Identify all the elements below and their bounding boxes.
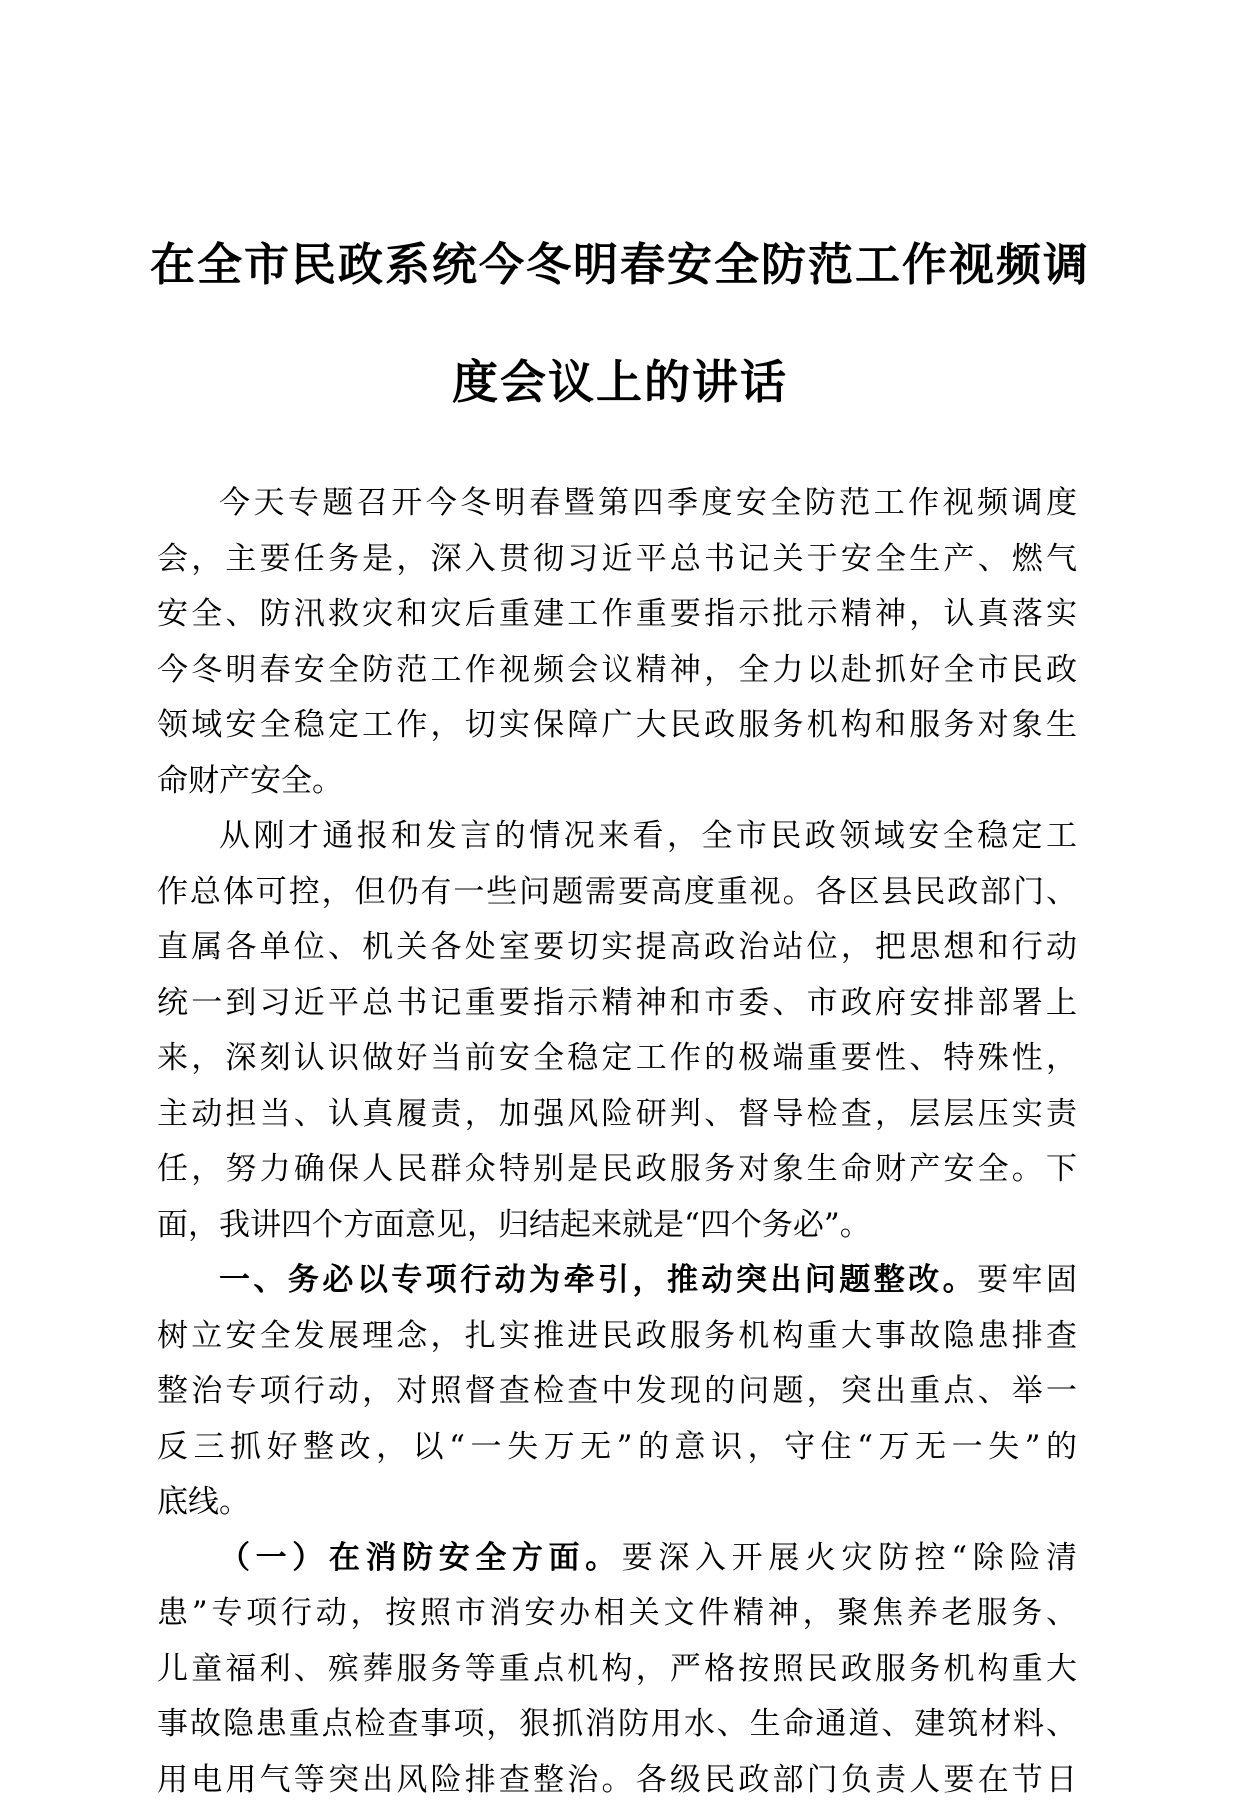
body-line (157, 476, 1077, 532)
body-text: 患”专项行动，按照市消安办相关文件精神，聚焦养老服务、 (157, 1595, 1077, 1631)
body-line (157, 1642, 1077, 1698)
body-text: 底线。 (157, 1484, 250, 1520)
body-line (157, 1753, 1077, 1808)
body-text: 命财产安全。 (157, 763, 343, 799)
body-text: 直属各单位、机关各处室要切实提高政治站位，把思想和行动 (157, 929, 1077, 965)
body-line (157, 809, 1077, 865)
body-text: 会，主要任务是，深入贯彻习近平总书记关于安全生产、燃气 (157, 541, 1077, 577)
body-text: 面，我讲四个方面意见，归结起来就是“四个务必”。 (157, 1207, 871, 1243)
body-line (157, 865, 1077, 921)
body-line (157, 1475, 1077, 1531)
body-text: 今冬明春安全防范工作视频会议精神，全力以赴抓好全市民政 (157, 652, 1077, 688)
body-text: 领域安全稳定工作，切实保障广大民政服务机构和服务对象生 (157, 707, 1077, 743)
document-body (157, 476, 1077, 1808)
body-text: 从刚才通报和发言的情况来看，全市民政领域安全稳定工 (219, 818, 1077, 854)
body-line (157, 1309, 1077, 1365)
body-line (157, 920, 1077, 976)
body-line (157, 532, 1077, 588)
body-text: 安全、防汛救灾和灾后重建工作重要指示批示精神，认真落实 (157, 596, 1077, 632)
body-line (157, 976, 1077, 1032)
document-title-line-2: 度会议上的讲话 (150, 346, 1090, 412)
body-line (157, 587, 1077, 643)
body-line (157, 1253, 1077, 1309)
document-title-line-1: 在全市民政系统今冬明春安全防范工作视频调 (150, 228, 1090, 293)
body-line (157, 643, 1077, 699)
body-line (157, 1586, 1077, 1642)
body-text: 来，深刻认识做好当前安全稳定工作的极端重要性、特殊性， (157, 1040, 1077, 1076)
body-text: 主动担当、认真履责，加强风险研判、督导检查，层层压实责 (157, 1096, 1077, 1132)
body-line (157, 1364, 1077, 1420)
body-text: 任，努力确保人民群众特别是民政服务对象生命财产安全。下 (157, 1151, 1077, 1187)
body-text: 要牢固 (977, 1262, 1077, 1298)
body-text: 统一到习近平总书记重要指示精神和市委、市政府安排部署上 (157, 985, 1077, 1021)
body-text: 要深入开展火灾防控“除险清 (622, 1540, 1077, 1576)
body-text: 儿童福利、殡葬服务等重点机构，严格按照民政服务机构重大 (157, 1651, 1077, 1687)
body-line (157, 1087, 1077, 1143)
body-text: 用电用气等突出风险排查整治。各级民政部门负责人要在节日 (157, 1762, 1077, 1798)
bold-heading-text: 一、务必以专项行动为牵引，推动突出问题整改。 (219, 1262, 977, 1298)
body-line (157, 1420, 1077, 1476)
body-text: 事故隐患重点检查事项，狠抓消防用水、生命通道、建筑材料、 (157, 1706, 1077, 1742)
body-text: 作总体可控，但仍有一些问题需要高度重视。各区县民政部门、 (157, 874, 1077, 910)
body-line (157, 754, 1077, 810)
body-line (157, 698, 1077, 754)
body-line (157, 1531, 1077, 1587)
body-line (157, 1142, 1077, 1198)
body-line (157, 1031, 1077, 1087)
body-line (157, 1198, 1077, 1254)
bold-heading-text: （一）在消防安全方面。 (219, 1540, 622, 1576)
body-text: 整治专项行动，对照督查检查中发现的问题，突出重点、举一 (157, 1373, 1077, 1409)
body-text: 树立安全发展理念，扎实推进民政服务机构重大事故隐患排查 (157, 1318, 1077, 1354)
body-text: 今天专题召开今冬明春暨第四季度安全防范工作视频调度 (219, 485, 1077, 521)
body-line (157, 1697, 1077, 1753)
body-text: 反三抓好整改，以“一失万无”的意识，守住“万无一失”的 (157, 1429, 1077, 1465)
